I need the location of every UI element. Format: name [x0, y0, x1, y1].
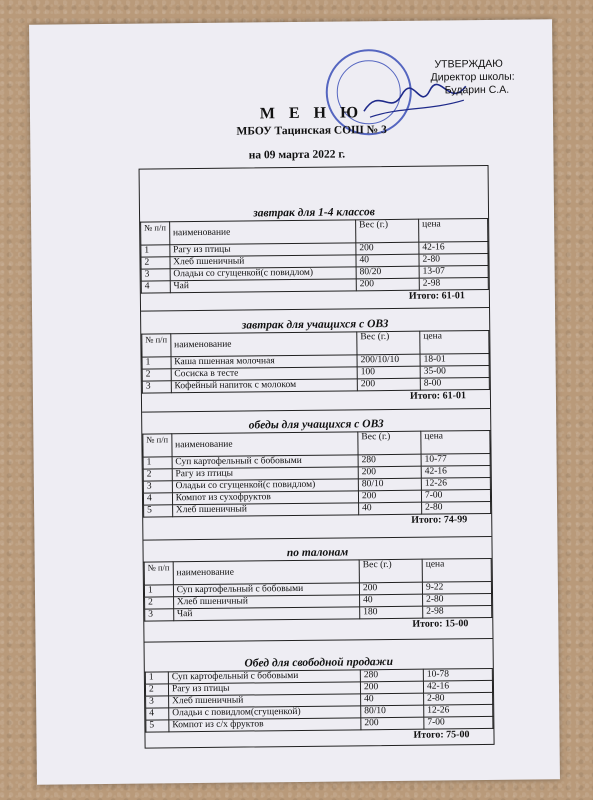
section-total: Итого: 61-01	[409, 390, 467, 402]
cell-price: 12-26	[421, 477, 490, 490]
cell-price: 2-80	[423, 593, 492, 606]
section-breakfast-1-4	[140, 204, 489, 306]
divider	[145, 638, 493, 643]
cell-price: 35-00	[420, 365, 489, 378]
section-title: Обед для свободной продажи	[244, 655, 394, 670]
col-price: цена	[420, 330, 489, 354]
cell-number: 1	[145, 672, 168, 684]
cell-weight: 200	[361, 717, 424, 730]
cell-price: 13-07	[419, 265, 488, 278]
cell-weight: 280	[358, 454, 421, 467]
cell-weight: 200	[359, 582, 422, 595]
cell-price: 42-16	[423, 680, 492, 693]
menu-table	[144, 558, 493, 622]
col-number: № п/п	[141, 222, 170, 245]
cell-name: Компот из сухофруктов	[172, 491, 358, 505]
cell-weight: 40	[356, 254, 419, 267]
cell-number: 1	[143, 457, 172, 469]
cell-number: 1	[142, 357, 171, 369]
menu-sheet	[29, 19, 560, 784]
cell-name: Сосиска в тесте	[171, 367, 357, 381]
cell-weight: 200/10/10	[357, 354, 420, 367]
page-title: М Е Н Ю	[259, 104, 364, 123]
col-weight: Вес (г.)	[359, 559, 422, 583]
section-total: Итого: 15-00	[412, 618, 469, 630]
cell-number: 3	[145, 609, 174, 621]
director-name: Бударин С.А.	[444, 83, 510, 97]
col-name: наименование	[172, 432, 359, 457]
cell-price: 2-80	[424, 692, 493, 705]
cell-number: 4	[141, 281, 170, 293]
cell-weight: 180	[360, 606, 423, 619]
col-price: цена	[422, 558, 491, 582]
col-price: цена	[421, 430, 490, 454]
approve-label: УТВЕРЖДАЮ	[434, 57, 503, 71]
section-breakfast-ovz	[141, 316, 490, 406]
menu-table	[145, 668, 494, 733]
cell-price: 9-22	[422, 581, 491, 594]
cell-price: 7-00	[421, 489, 490, 502]
menu-date: на 09 марта 2022 г.	[248, 148, 346, 162]
cell-weight: 200	[358, 466, 421, 479]
cell-price: 42-16	[419, 241, 488, 254]
cell-name: Чай	[173, 607, 359, 621]
cell-name: Кофейный напиток с молоком	[171, 379, 357, 393]
cell-name: Суп картофельный с бобовыми	[168, 670, 360, 684]
section-free-sale	[145, 654, 494, 745]
cell-number: 2	[143, 469, 172, 481]
section-title: завтрак для учащихся с ОВЗ	[241, 318, 389, 332]
col-number: № п/п	[143, 434, 172, 457]
title-block	[30, 102, 554, 163]
cell-name: Рагу из птицы	[168, 682, 360, 696]
cell-name: Суп картофельный с бобовыми	[172, 455, 358, 469]
cell-weight: 80/10	[358, 478, 421, 491]
cell-price: 10-78	[423, 668, 492, 681]
cell-price: 2-98	[419, 277, 488, 290]
cell-name: Хлеб пшеничный	[173, 595, 359, 609]
col-weight: Вес (г.)	[357, 331, 420, 355]
cell-name: Хлеб пшеничный	[172, 503, 358, 517]
cell-weight: 200	[360, 681, 423, 694]
cell-name: Оладьи со сгущенкой(с повидлом)	[172, 479, 358, 493]
cell-name: Хлеб пшеничный	[170, 255, 356, 269]
cell-number: 3	[146, 696, 169, 708]
director-title: Директор школы:	[430, 70, 515, 84]
section-total: Итого: 74-99	[411, 514, 468, 526]
cell-number: 2	[142, 369, 171, 381]
cell-weight: 40	[359, 502, 422, 515]
cell-number: 3	[142, 381, 171, 393]
cell-weight: 100	[357, 366, 420, 379]
cell-weight: 200	[356, 242, 419, 255]
col-number: № п/п	[142, 334, 171, 357]
cell-number: 1	[141, 245, 170, 257]
cell-weight: 80/10	[361, 705, 424, 718]
cell-weight: 40	[360, 594, 423, 607]
section-title: по талонам	[286, 546, 349, 560]
cell-number: 5	[144, 505, 173, 517]
section-total: Итого: 61-01	[408, 290, 465, 302]
cell-price: 12-26	[424, 704, 493, 717]
cell-number: 3	[143, 481, 172, 493]
cell-name: Каша пшенная молочная	[171, 355, 357, 369]
cell-number: 5	[146, 720, 169, 732]
cell-number: 4	[146, 708, 169, 720]
cell-weight: 200	[358, 490, 421, 503]
col-name: наименование	[169, 220, 356, 245]
section-coupons	[144, 544, 493, 634]
menu-table	[141, 330, 490, 394]
menu-table	[140, 218, 489, 294]
cell-number: 2	[145, 597, 174, 609]
cell-number: 4	[143, 493, 172, 505]
cell-price: 2-98	[423, 605, 492, 618]
menu-table	[142, 430, 491, 518]
cell-weight: 280	[360, 669, 423, 682]
section-total: Итого: 75-00	[413, 729, 470, 741]
cell-weight: 200	[357, 378, 420, 391]
cell-price: 7-00	[424, 716, 493, 729]
col-weight: Вес (г.)	[356, 219, 419, 243]
col-price: цена	[419, 218, 488, 242]
col-weight: Вес (г.)	[358, 431, 421, 455]
cell-name: Суп картофельный с бобовыми	[173, 583, 359, 597]
cell-name: Хлеб пшеничный	[169, 694, 361, 708]
cell-weight: 40	[361, 693, 424, 706]
cell-price: 2-80	[419, 253, 488, 266]
col-name: наименование	[170, 332, 357, 357]
approval-block	[430, 58, 514, 98]
cell-weight: 80/20	[356, 266, 419, 279]
cell-name: Оладьи с повидлом(сгущенкой)	[169, 706, 361, 720]
cell-price: 18-01	[420, 353, 489, 366]
menu-tables	[139, 165, 495, 749]
divider	[141, 307, 489, 312]
cell-price: 42-16	[421, 465, 490, 478]
cell-name: Компот из с/х фруктов	[169, 718, 361, 732]
col-number: № п/п	[144, 562, 173, 585]
divider	[142, 408, 490, 413]
cell-number: 3	[141, 269, 170, 281]
cell-name: Рагу из птицы	[170, 243, 356, 257]
cell-number: 2	[141, 257, 170, 269]
cell-price: 8-00	[420, 377, 489, 390]
cell-name: Рагу из птицы	[172, 467, 358, 481]
cell-number: 2	[145, 684, 168, 696]
cell-name: Оладьи со сгущенкой(с повидлом)	[170, 267, 356, 281]
cell-price: 2-80	[422, 501, 491, 514]
cell-name: Чай	[170, 279, 356, 293]
section-title: обеды для учащихся с ОВЗ	[248, 418, 384, 432]
section-title: завтрак для 1-4 классов	[253, 206, 375, 220]
cell-weight: 200	[356, 278, 419, 291]
cell-number: 1	[144, 585, 173, 597]
school-name: МБОУ Тацинская СОШ № 3	[236, 124, 387, 138]
divider	[143, 536, 491, 541]
col-name: наименование	[173, 560, 360, 585]
section-lunch-ovz	[142, 416, 491, 530]
cell-price: 10-77	[421, 453, 490, 466]
